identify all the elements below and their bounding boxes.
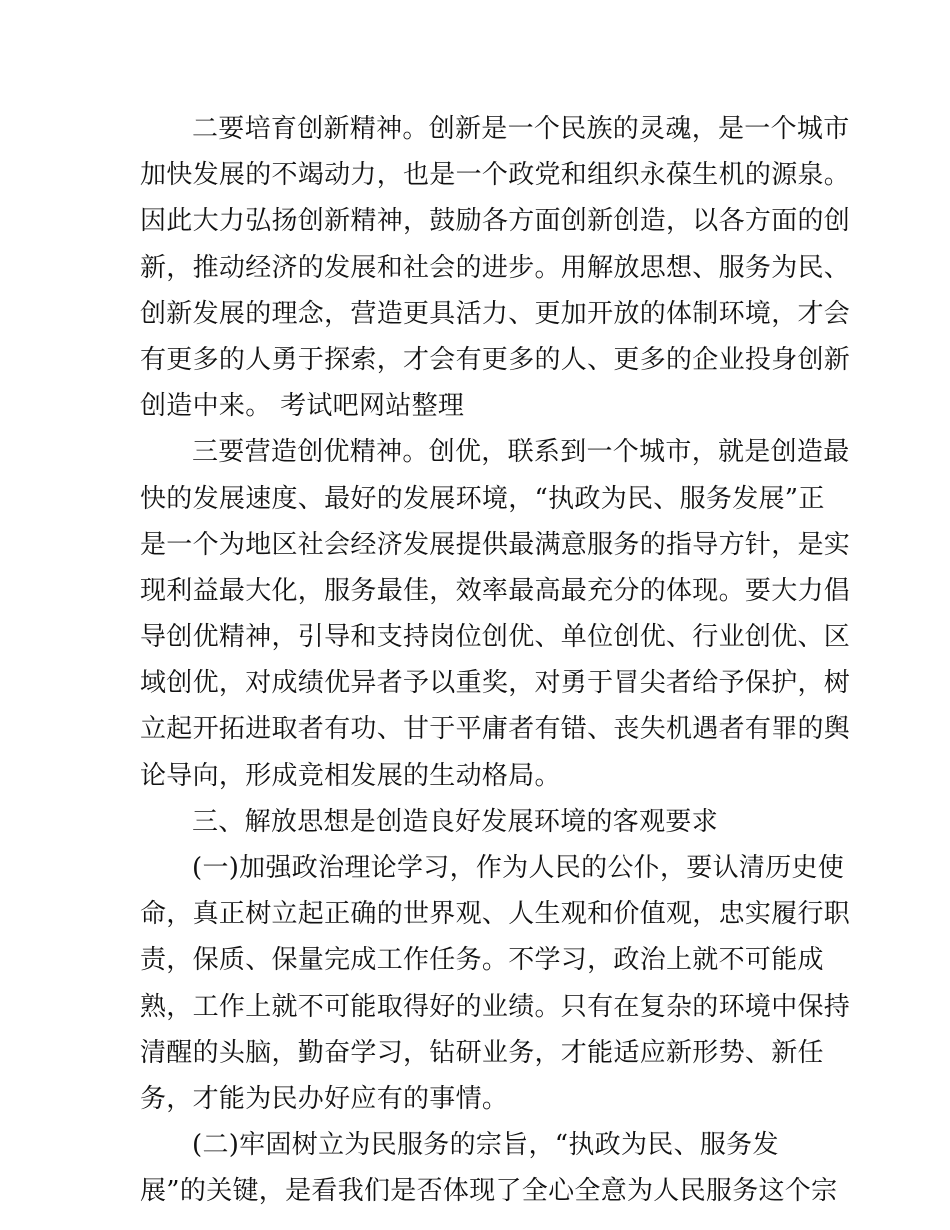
paragraph-line: 展”的关键，是看我们是否体现了全心全意为人民服务这个宗 (140, 1176, 838, 1207)
paragraph-line: 创新发展的理念，营造更具活力、更加开放的体制环境，才会 (140, 298, 851, 329)
paragraph-line: 快的发展速度、最好的发展环境，“执政为民、服务发展”正 (140, 483, 825, 514)
section-heading: 三、解放思想是创造良好发展环境的客观要求 (192, 806, 719, 837)
paragraph-line: 责，保质、保量完成工作任务。不学习，政治上就不可能成 (140, 945, 824, 976)
paragraph-line: 清醒的头脑，勤奋学习，钻研业务，才能适应新形势、新任 (140, 1037, 824, 1068)
paragraph-line: 熟，工作上就不可能取得好的业绩。只有在复杂的环境中保持 (140, 991, 851, 1022)
paragraph-line: (一)加强政治理论学习，作为人民的公仆，要认清历史使 (192, 853, 845, 883)
paragraph-line: 新，推动经济的发展和社会的进步。用解放思想、服务为民、 (140, 252, 851, 283)
paragraph-line: 论导向，形成竞相发展的生动格局。 (140, 760, 561, 791)
paragraph-line: 创造中来。 考试吧网站整理 (140, 391, 465, 422)
paragraph-line: 现利益最大化，服务最佳，效率最高最充分的体现。要大力倡 (140, 575, 851, 606)
paragraph-line: 域创优，对成绩优异者予以重奖，对勇于冒尖者给予保护，树 (140, 668, 851, 699)
document-body (140, 106, 851, 1215)
paragraph-line: 三要营造创优精神。创优，联系到一个城市，就是创造最 (192, 437, 850, 468)
paragraph-line: 导创优精神，引导和支持岗位创优、单位创优、行业创优、区 (140, 622, 851, 653)
paragraph-line: 因此大力弘扬创新精神，鼓励各方面创新创造，以各方面的创 (140, 206, 851, 237)
paragraph-line: 有更多的人勇于探索，才会有更多的人、更多的企业投身创新 (140, 344, 851, 375)
paragraph-line: 务，才能为民办好应有的事情。 (140, 1083, 509, 1114)
paragraph-line: 加快发展的不竭动力，也是一个政党和组织永葆生机的源泉。 (140, 160, 851, 191)
paragraph-line: 命，真正树立起正确的世界观、人生观和价值观，忠实履行职 (140, 899, 851, 930)
paragraph-line: 是一个为地区社会经济发展提供最满意服务的指导方针，是实 (140, 529, 851, 560)
paragraph-line: 立起开拓进取者有功、甘于平庸者有错、丧失机遇者有罪的舆 (140, 714, 851, 745)
paragraph-line: (二)牢固树立为民服务的宗旨，“执政为民、服务发 (192, 1130, 779, 1161)
paragraph-line: 二要培育创新精神。创新是一个民族的灵魂，是一个城市 (192, 114, 850, 144)
